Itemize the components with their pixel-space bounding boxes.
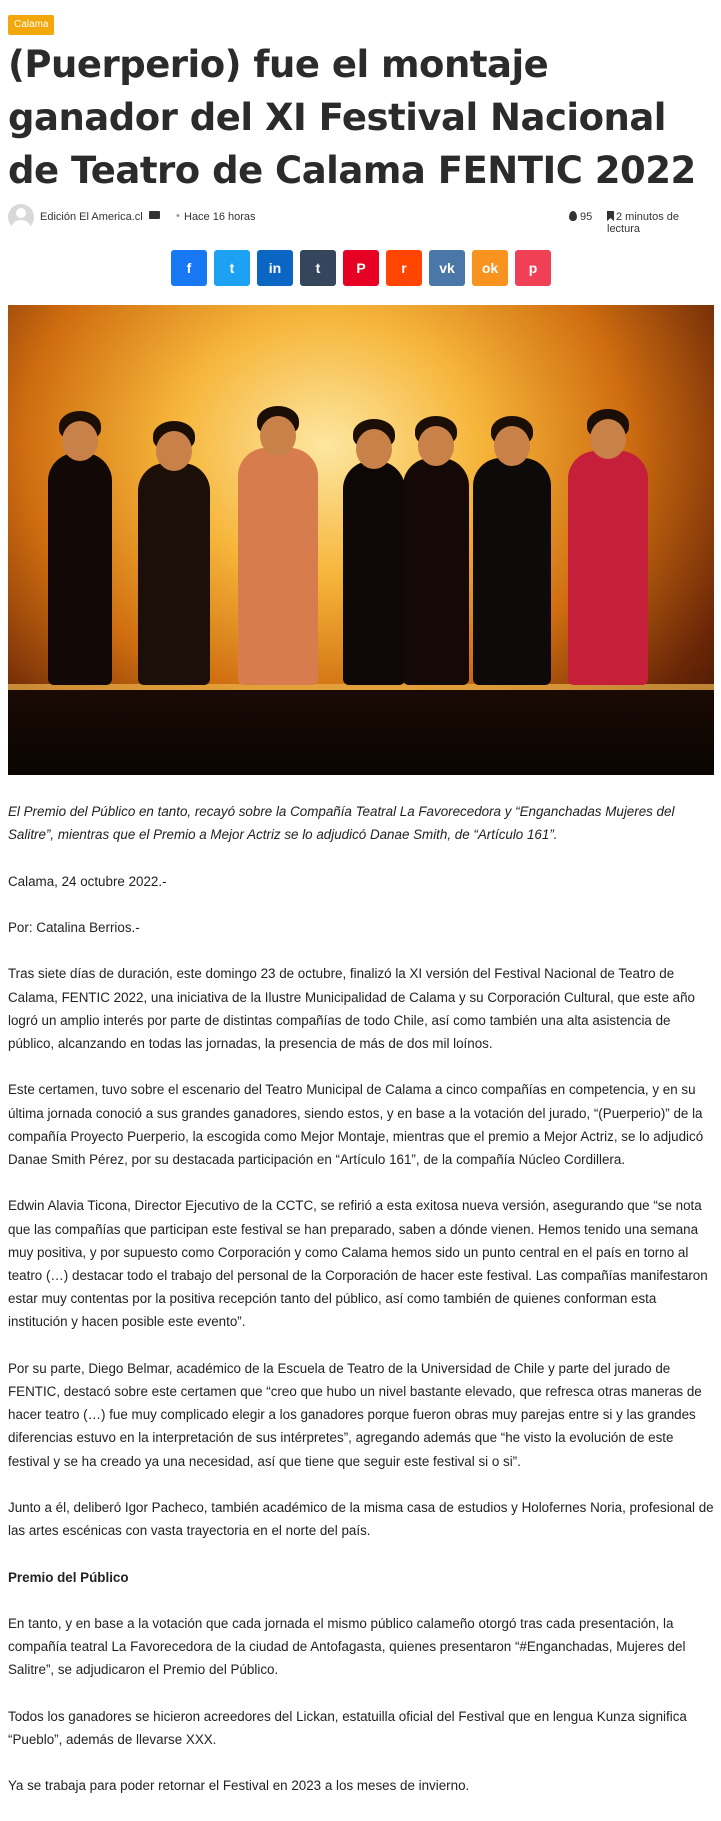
- author-name[interactable]: Edición El America.cl: [40, 211, 143, 223]
- paragraph: Todos los ganadores se hicieron acreedores del Lickan, estatuilla oficial del Festival que en lengua Kunza significa “Pueblo”, además de llevarse XXX.: [8, 1708, 687, 1747]
- pinterest-share-button[interactable]: [343, 250, 379, 286]
- views-count: [569, 211, 592, 223]
- paragraph: Edwin Alavia Ticona, Director Ejecutivo de la CCTC, se refirió a esta exitosa nueva versión, asegurando que “se nota que las compañías que participan este festival se han preparado, saben a dónde vienen. Hemos tenido una semana muy positiva, y por supuesto como Corporación y como Calama hemos sido un punto central en el país en torno al teatro (…) destacar todo el trabajo del personal de la Corporación de hacer este festival. Las compañías manifestaron estar muy contentas por la positiva recepción tanto del público, así como también de quienes conforman esta institución y hacen posible este evento”.: [8, 1198, 708, 1330]
- section-heading: Premio del Público: [8, 1569, 129, 1585]
- paragraph: Este certamen, tuvo sobre el escenario del Teatro Municipal de Calama a cinco compañías en competencia, y en su última jornada conoció a sus grandes ganadores, siendo estos, y en base a la votación del jurado, “(Puerperio)” de la compañía Proyecto Puerperio, la escogida como Mejor Montaje, mientras que el premio a Mejor Actriz, se lo adjudicó Danae Smith Pérez, por su destacada participación en “Artículo 161”, de la compañía Núcleo Cordillera.: [8, 1082, 704, 1167]
- paragraph: Junto a él, deliberó Igor Pacheco, también académico de la misma casa de estudios y Holofernes Noria, profesional de las artes escénicas con vasta trayectoria en el norte del país.: [8, 1499, 714, 1539]
- views-value: 95: [580, 211, 593, 223]
- reddit-icon: r: [401, 260, 407, 276]
- mail-icon[interactable]: [149, 211, 160, 219]
- facebook-icon: f: [186, 260, 192, 276]
- dateline: Calama, 24 octubre 2022.-: [8, 873, 167, 889]
- tumblr-share-button[interactable]: [300, 250, 336, 286]
- facebook-share-button[interactable]: [171, 250, 207, 286]
- category-badge[interactable]: Calama: [8, 15, 54, 35]
- paragraph: Por su parte, Diego Belmar, académico de la Escuela de Teatro de la Universidad de Chile y parte del jurado de FENTIC, destacó sobre este certamen que “creo que hubo un nivel bastante elevado, que refresca otras maneras de hacer teatro (…) fue muy complicado elegir a los ganadores porque fueron obras muy parejas entre si y las grandes diferencias estuvo en la interpretación de sus intérpretes”, agregando además que “he visto la evolución de este festival y se ha creado ya una necesidad, así que tiene que seguir este festival si o si”.: [8, 1360, 702, 1469]
- pocket-icon: p: [528, 260, 538, 276]
- pinterest-icon: P: [356, 260, 366, 276]
- vk-icon: vk: [439, 260, 455, 276]
- article-body: [8, 800, 714, 1821]
- twitter-share-button[interactable]: [214, 250, 250, 286]
- article-lead: El Premio del Público en tanto, recayó sobre la Compañía Teatral La Favorecedora y “Enganchadas Mujeres del Salitre”, mientras que el Premio a Mejor Actriz se lo adjudicó Danae Smith, de “Artículo 161”.: [8, 804, 675, 843]
- paragraph: En tanto, y en base a la votación que cada jornada el mismo público calameño otorgó tras cada presentación, la compañía teatral La Favorecedora de la ciudad de Antofagasta, quienes presentaron “#Enganchadas, Mujeres del Salitre”, se adjudicaron el Premio del Público.: [8, 1615, 686, 1678]
- byline: Por: Catalina Berrios.-: [8, 919, 140, 935]
- odnoklassniki-share-button[interactable]: [472, 250, 508, 286]
- award-ceremony-photo: [8, 305, 714, 775]
- article-title: (Puerperio) fue el montaje ganador del XI Festival Nacional de Teatro de Calama FENTIC 2022: [8, 43, 696, 192]
- paragraph: Tras siete días de duración, este domingo 23 de octubre, finalizó la XI versión del Festival Nacional de Teatro de Calama, FENTIC 2022, una iniciativa de la Ilustre Municipalidad de Calama y su Corporación Cultural, que este año logró un amplio interés por parte de distintas compañías de todo Chile, así como también una alta asistencia de público, alcanzando en todas las jornadas, la presencia de más de dos mil loínos.: [8, 966, 695, 1051]
- twitter-icon: t: [229, 260, 235, 276]
- linkedin-share-button[interactable]: [257, 250, 293, 286]
- reddit-share-button[interactable]: [386, 250, 422, 286]
- vk-share-button[interactable]: [429, 250, 465, 286]
- tumblr-icon: t: [315, 260, 321, 276]
- bookmark-icon: [607, 211, 614, 221]
- author-avatar[interactable]: [8, 204, 34, 230]
- flame-icon: [569, 211, 577, 221]
- post-meta: [8, 204, 714, 235]
- reading-time: [607, 211, 714, 235]
- reading-time-value: 2 minutos de lectura: [607, 211, 679, 235]
- paragraph: Ya se trabaja para poder retornar el Festival en 2023 a los meses de invierno.: [8, 1778, 470, 1794]
- linkedin-icon: in: [268, 260, 282, 276]
- meta-separator: •: [176, 210, 180, 222]
- share-buttons: [171, 250, 551, 287]
- post-time: Hace 16 horas: [184, 211, 256, 223]
- pocket-share-button[interactable]: [515, 250, 551, 286]
- odnoklassniki-icon: ok: [481, 260, 499, 276]
